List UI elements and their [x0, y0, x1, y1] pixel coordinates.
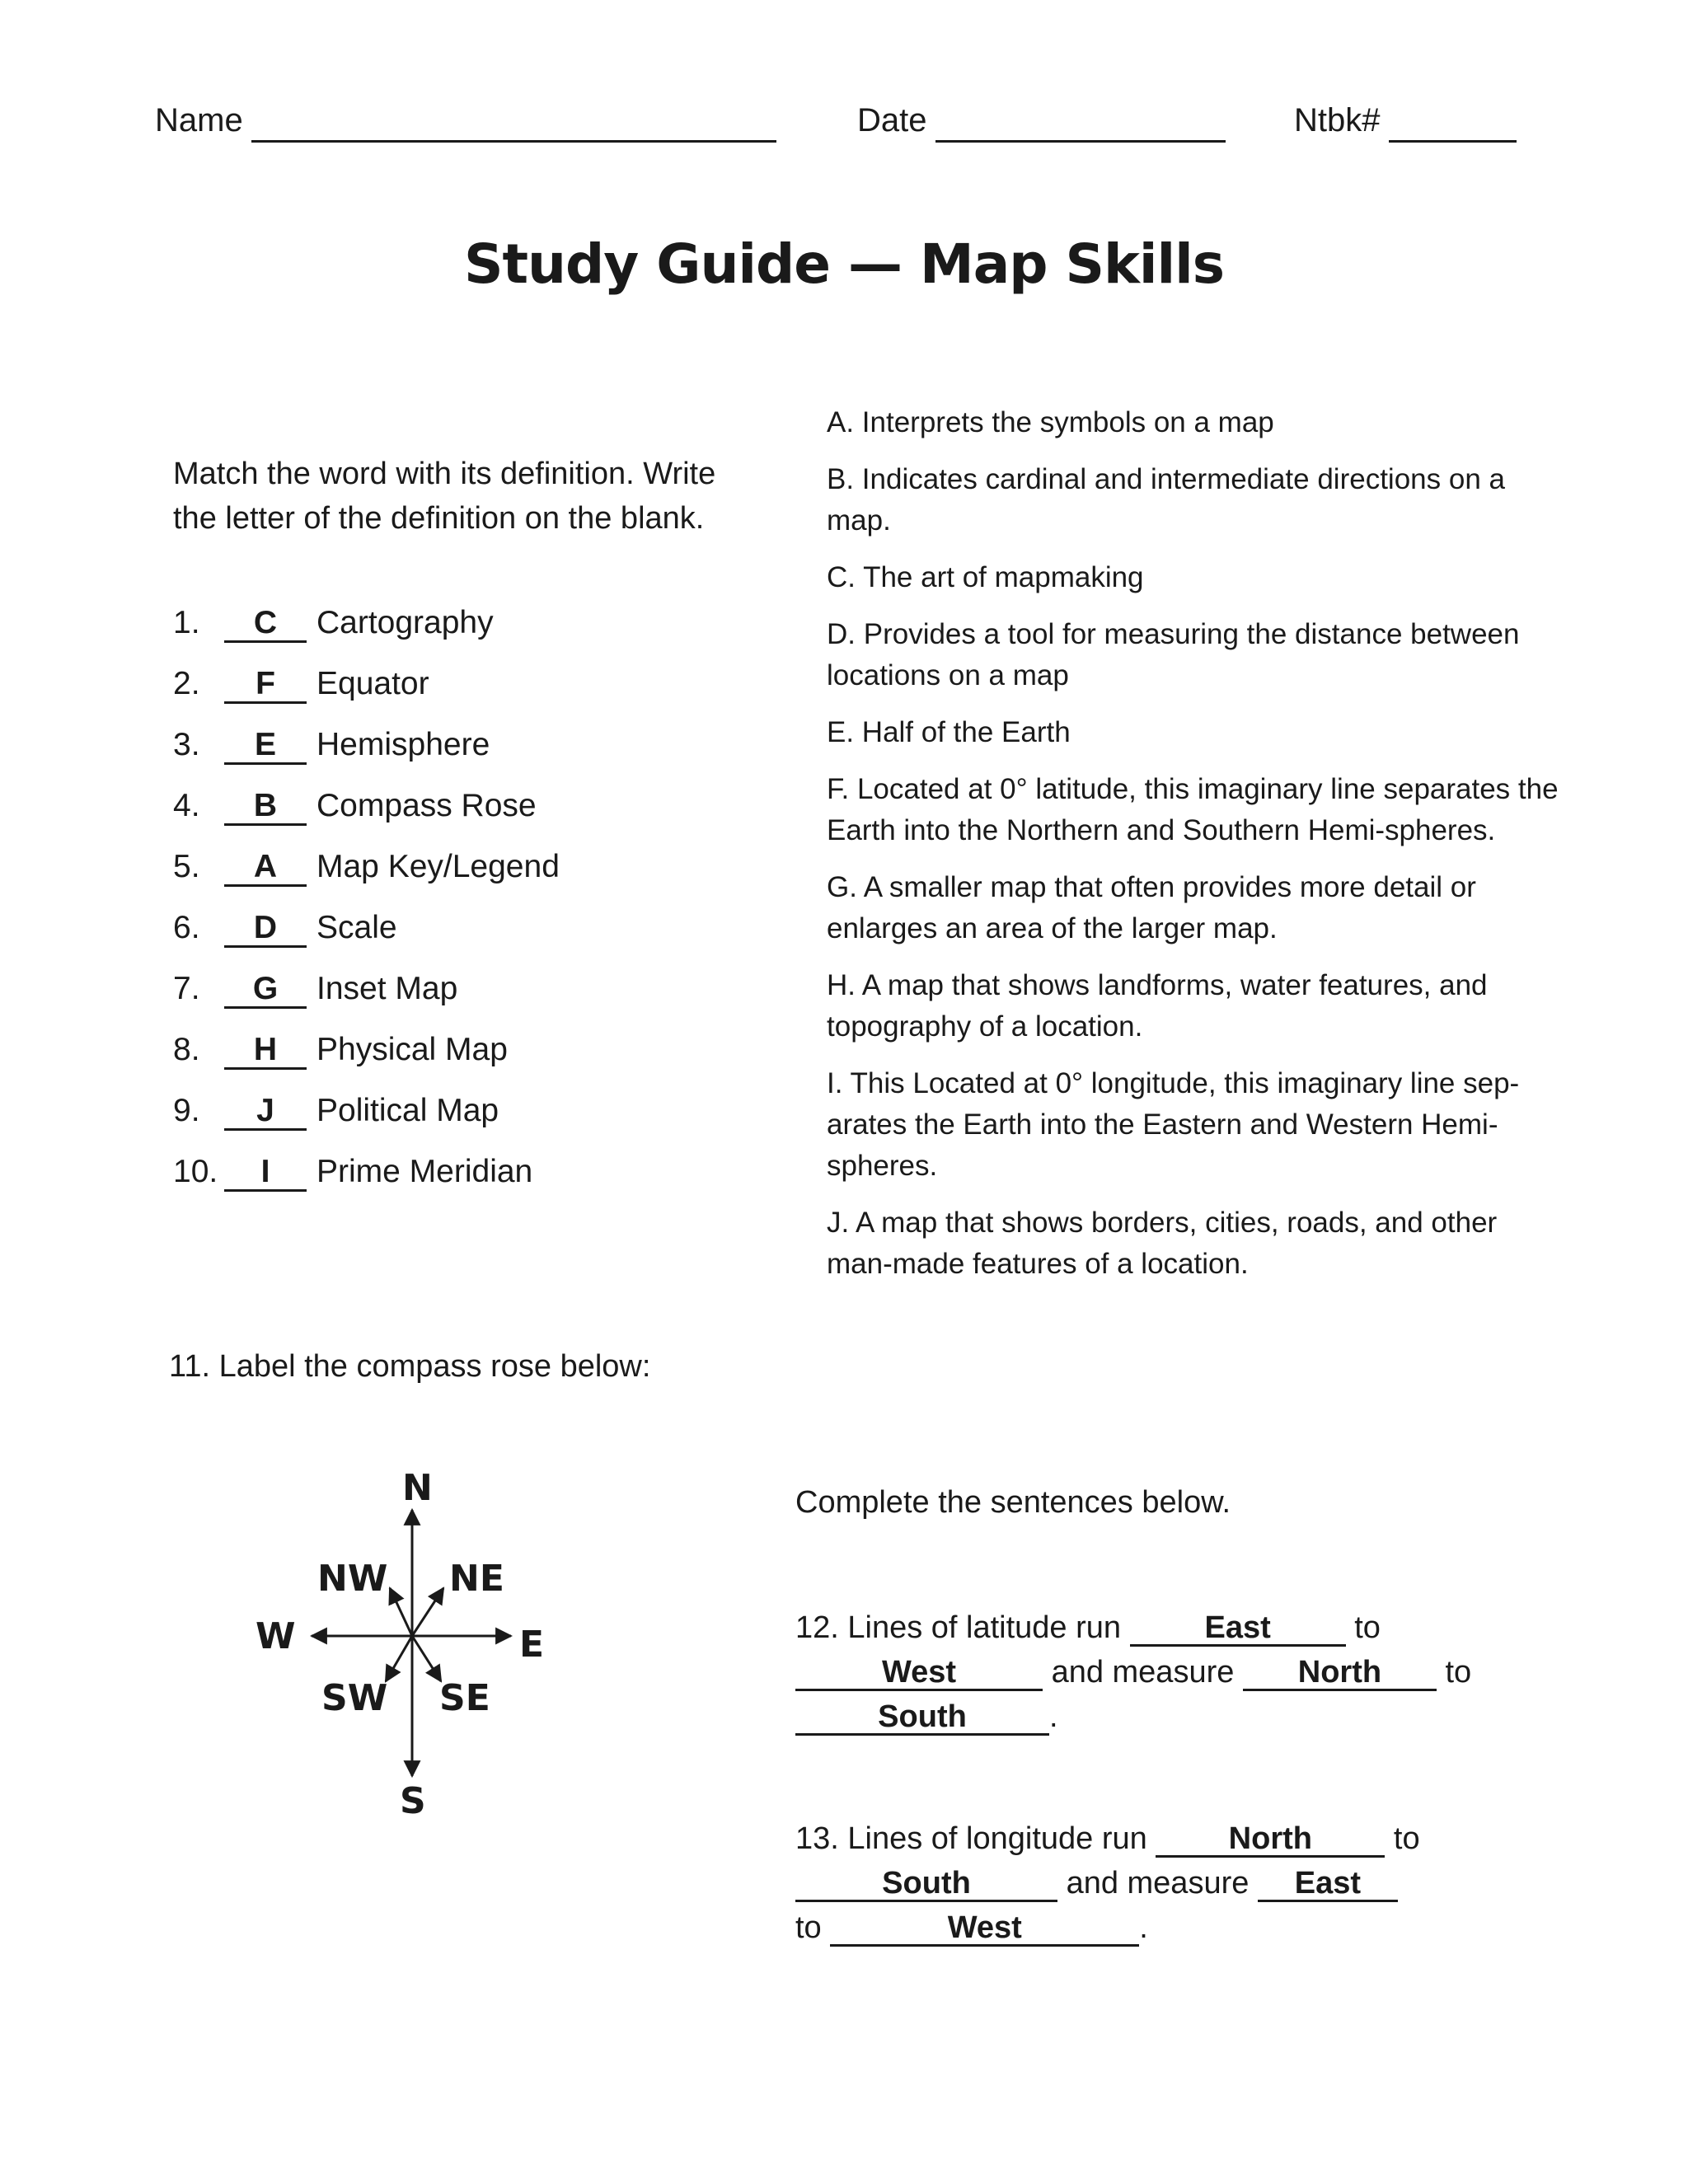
term-item: [173, 1025, 560, 1086]
name-label: Name: [155, 102, 243, 138]
definition-item: A. Interprets the symbols on a map: [827, 406, 1274, 438]
term-item: [173, 781, 560, 842]
arrow-nw: [390, 1588, 412, 1636]
q13-answer-3[interactable]: East: [1258, 1867, 1398, 1902]
q12-answer-2[interactable]: West: [795, 1656, 1043, 1691]
q12-text: and measure: [1051, 1655, 1235, 1690]
term-number: 5.: [173, 849, 200, 884]
q13-answer-1[interactable]: North: [1156, 1822, 1385, 1858]
answer-blank[interactable]: J: [224, 1094, 307, 1131]
answer-blank[interactable]: F: [224, 667, 307, 704]
term-text: Prime Meridian: [316, 1154, 533, 1189]
q13-answer-2[interactable]: South: [795, 1867, 1057, 1902]
term-item: [173, 1147, 560, 1208]
definition-item: E. Half of the Earth: [827, 716, 1071, 748]
q12-text: 12. Lines of latitude run: [795, 1610, 1122, 1645]
answer-blank[interactable]: G: [224, 972, 307, 1009]
term-number: 3.: [173, 727, 200, 762]
q12-answer-4[interactable]: South: [795, 1700, 1049, 1736]
term-item: [173, 598, 560, 659]
label-nw: NW: [317, 1558, 388, 1600]
label-se: SE: [439, 1677, 490, 1719]
date-label: Date: [857, 102, 927, 138]
term-item: [173, 1086, 560, 1147]
definition-item: B. Indicates cardinal and intermediate directions on a map.: [827, 463, 1505, 537]
definition-item: H. A map that shows landforms, water features, and topography of a location.: [827, 969, 1488, 1043]
term-item: [173, 659, 560, 720]
date-blank[interactable]: [935, 140, 1226, 143]
term-number: 6.: [173, 910, 200, 945]
definition-item: I. This Located at 0° longitude, this imaginary line sep-arates the Earth into the Eastern and Western Hemi-spheres.: [827, 1067, 1520, 1182]
answer-blank[interactable]: B: [224, 789, 307, 826]
answer-blank[interactable]: E: [224, 728, 307, 765]
ntbk-blank[interactable]: [1389, 140, 1517, 143]
label-e: E: [519, 1624, 545, 1666]
term-number: 1.: [173, 605, 200, 640]
term-item: [173, 903, 560, 964]
label-sw: SW: [321, 1677, 388, 1719]
definition-item: D. Provides a tool for measuring the distance between locations on a map: [827, 618, 1520, 691]
q13-text: to: [1393, 1821, 1420, 1856]
definition-item: J. A map that shows borders, cities, roads, and other man-made features of a location.: [827, 1207, 1498, 1280]
sentences-heading: Complete the sentences below.: [795, 1485, 1231, 1520]
term-number: 7.: [173, 971, 200, 1006]
q12-answer-3[interactable]: North: [1243, 1656, 1437, 1691]
term-text: Hemisphere: [316, 727, 490, 762]
q12-answer-1[interactable]: East: [1130, 1611, 1346, 1647]
q13-text: 13. Lines of longitude run: [795, 1821, 1147, 1856]
q13-answer-4[interactable]: West: [830, 1911, 1139, 1947]
q13-text: to: [795, 1910, 822, 1945]
arrow-ne: [412, 1588, 443, 1636]
answer-blank[interactable]: I: [224, 1155, 307, 1192]
term-text: Scale: [316, 910, 397, 945]
question-13: [795, 1816, 1537, 1950]
term-item: [173, 842, 560, 903]
answer-blank[interactable]: C: [224, 606, 307, 643]
term-item: [173, 720, 560, 781]
page-title: Study Guide — Map Skills: [463, 232, 1225, 296]
term-number: 4.: [173, 788, 200, 823]
answer-blank[interactable]: A: [224, 850, 307, 887]
label-s: S: [400, 1780, 426, 1822]
name-blank[interactable]: [251, 140, 776, 143]
term-text: Map Key/Legend: [316, 849, 560, 884]
label-n: N: [402, 1467, 433, 1509]
compass-prompt: 11. Label the compass rose below:: [169, 1349, 651, 1384]
term-text: Equator: [316, 666, 429, 701]
term-text: Political Map: [316, 1093, 499, 1128]
term-text: Compass Rose: [316, 788, 537, 823]
q12-text: to: [1445, 1655, 1472, 1690]
terms-list: [173, 598, 560, 1208]
label-ne: NE: [449, 1558, 504, 1600]
label-w: W: [256, 1615, 296, 1657]
arrow-sw: [386, 1636, 412, 1681]
q13-text: and measure: [1066, 1866, 1250, 1900]
definition-item: F. Located at 0° latitude, this imaginary line separates the Earth into the Northern and Southern Hemi-spheres.: [827, 773, 1559, 846]
term-item: [173, 964, 560, 1025]
answer-blank[interactable]: H: [224, 1033, 307, 1070]
matching-instructions: Match the word with its definition. Write the letter of the definition on the blank.: [173, 457, 716, 536]
q12-text: .: [1049, 1699, 1058, 1734]
answer-blank[interactable]: D: [224, 911, 307, 948]
term-text: Cartography: [316, 605, 494, 640]
term-number: 2.: [173, 666, 200, 701]
definition-item: C. The art of mapmaking: [827, 561, 1144, 593]
arrow-se: [412, 1636, 441, 1681]
question-12: [795, 1605, 1537, 1739]
term-text: Inset Map: [316, 971, 458, 1006]
ntbk-label: Ntbk#: [1294, 102, 1381, 138]
q13-text: .: [1139, 1910, 1148, 1945]
term-number: 10.: [173, 1154, 218, 1189]
definitions-list: [827, 402, 1568, 1301]
term-text: Physical Map: [316, 1032, 508, 1067]
term-number: 9.: [173, 1093, 200, 1128]
definition-item: G. A smaller map that often provides more detail or enlarges an area of the larger map.: [827, 871, 1476, 944]
term-number: 8.: [173, 1032, 200, 1067]
compass-rose: [239, 1459, 585, 1838]
q12-text: to: [1354, 1610, 1381, 1645]
